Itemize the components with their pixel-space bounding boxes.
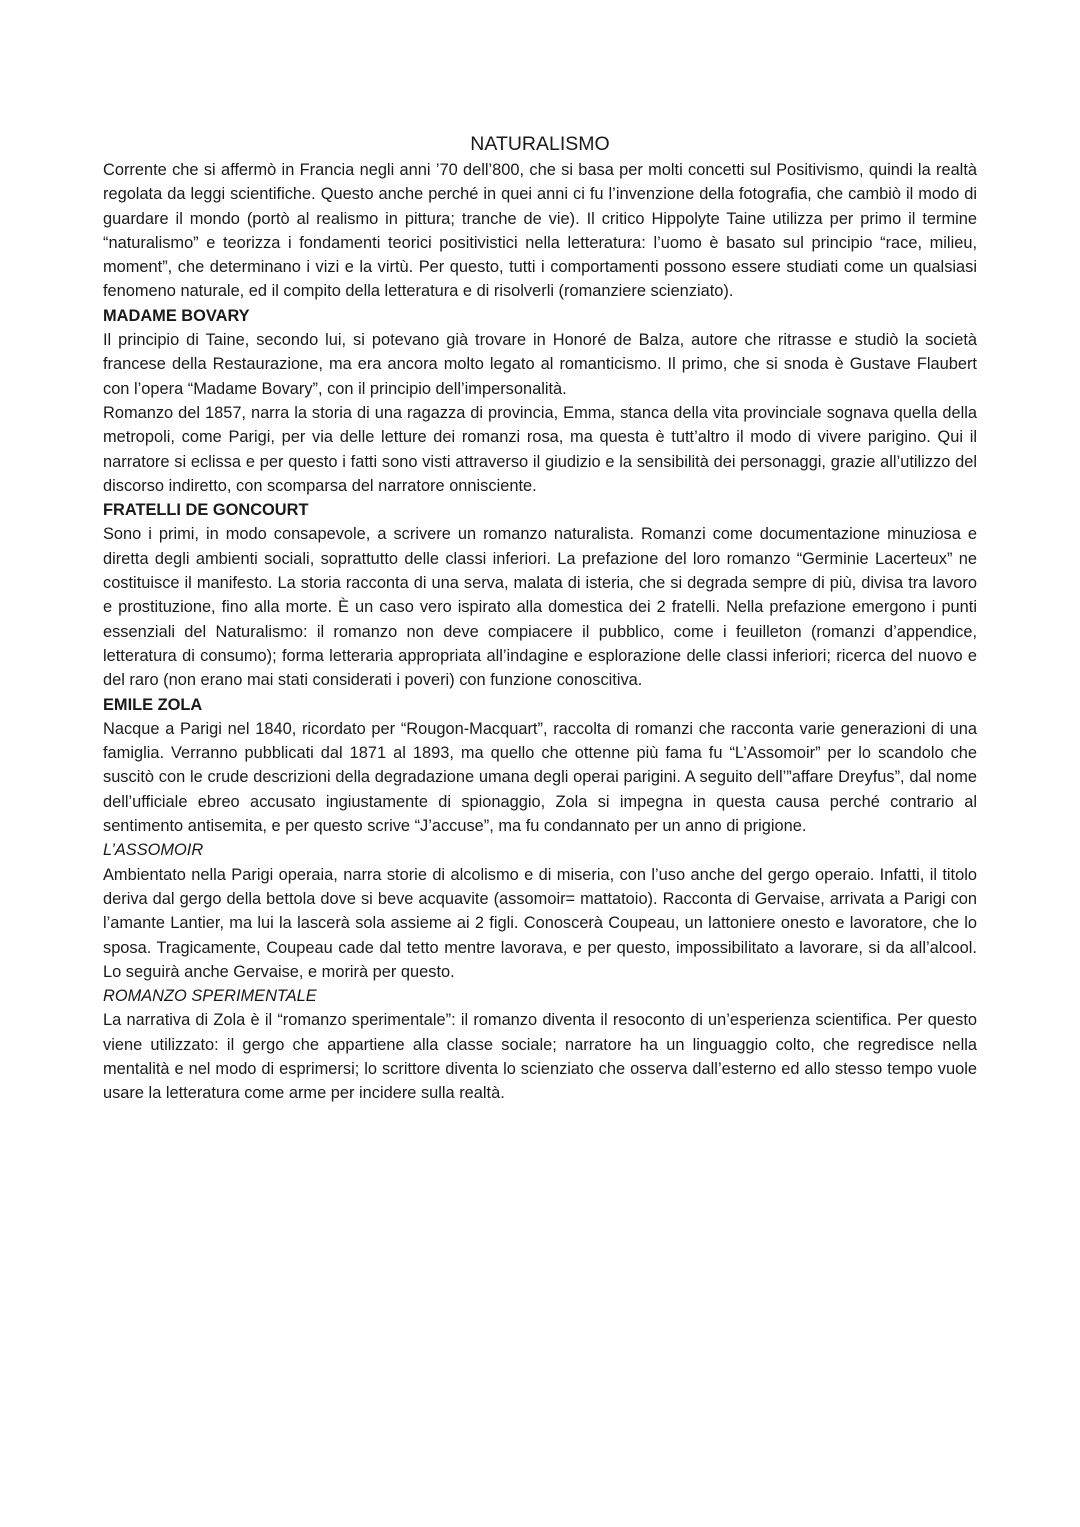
assomoir-paragraph: Ambientato nella Parigi operaia, narra storie di alcolismo e di miseria, con l’uso anche del gergo operaio. Infatti, il titolo deriva dal gergo della bettola dove si beve acquavite (assomoir= mattatoio). Racconta di Gervaise, arrivata a Parigi con l’amante Lantier, ma lui la lascerà sola assieme ai 2 figli. Conoscerà Coupeau, un lattoniere onesto e lavoratore, che lo sposa. Tragicamente, Coupeau cade dal tetto mentre lavorava, e per questo, impossibilitato a lavorare, si da all’alcool. Lo seguirà anche Gervaise, e morirà per questo.: [103, 865, 977, 981]
section-heading-assomoir: L’ASSOMOIR: [103, 841, 204, 860]
intro-paragraph: Corrente che si affermò in Francia negli anni ’70 dell’800, che si basa per molti concetti sul Positivismo, quindi la realtà regolata da leggi scientifiche. Questo anche perché in quei anni ci fu l’invenzione della fotografia, che cambiò il modo di guardare il mondo (portò al realismo in pittura; tranche de vie). Il critico Hippolyte Taine utilizza per primo il termine “naturalismo” e teorizza i fondamenti teorici positivistici nella letteratura: l’uomo è basato sul principio “race, milieu, moment”, che determinano i vizi e la virtù. Per questo, tutti i comportamenti possono essere studiati come un qualsiasi fenomeno naturale, ed il compito della letteratura e di risolverli (romanziere scienziato).: [103, 161, 977, 301]
section-heading-romanzo-sperimentale: ROMANZO SPERIMENTALE: [103, 987, 317, 1006]
romanzo-sperimentale-paragraph: La narrativa di Zola è il “romanzo sperimentale”: il romanzo diventa il resoconto di un’esperienza scientifica. Per questo viene utilizzato: il gergo che appartiene alla classe sociale; narratore ha un linguaggio colto, che regredisce nella mentalità e nel modo di esprimersi; lo scrittore diventa lo scienziato che osserva dall’esterno ed allo stesso tempo vuole usare la letteratura come arme per incidere sulla realtà.: [103, 1011, 977, 1103]
goncourt-paragraph: Sono i primi, in modo consapevole, a scrivere un romanzo naturalista. Romanzi come documentazione minuziosa e diretta degli ambienti sociali, soprattutto delle classi inferiori. La prefazione del loro romanzo “Germinie Lacerteux” ne costituisce il manifesto. La storia racconta di una serva, malata di isteria, che si degrada sempre di più, divisa tra lavoro e prostituzione, fino alla morte. È un caso vero ispirato alla domestica dei 2 fratelli. Nella prefazione emergono i punti essenziali del Naturalismo: il romanzo non deve compiacere il pubblico, come i feuilleton (romanzi d’appendice, letteratura di consumo); forma letteraria appropriata all’indagine e esplorazione delle classi inferiori; ricerca del nuovo e del raro (non erano mai stati considerati i poveri) con funzione conoscitiva.: [103, 525, 977, 690]
zola-paragraph: Nacque a Parigi nel 1840, ricordato per “Rougon-Macquart”, raccolta di romanzi che racconta varie generazioni di una famiglia. Verranno pubblicati dal 1871 al 1893, ma quello che ottenne più fama fu “L’Assomoir” per lo scandolo che suscitò con le crude descrizioni della degradazione umana degli operai parigini. A seguito dell’”affare Dreyfus”, dal nome dell’ufficiale ebreo accusato ingiustamente di spionaggio, Zola si impegna in questa causa perché contrario al sentimento antisemita, e per questo scrive “J’accuse”, ma fu condannato per un anno di prigione.: [103, 719, 977, 836]
document-page: [103, 130, 977, 1106]
section-heading-goncourt: FRATELLI DE GONCOURT: [103, 501, 309, 520]
section-heading-zola: EMILE ZOLA: [103, 695, 203, 714]
madame-bovary-paragraph-1: Il principio di Taine, secondo lui, si potevano già trovare in Honoré de Balza, autore che ritrasse e studiò la società francese della Restaurazione, ma era ancora molto legato al romanticismo. Il primo, che si snoda è Gustave Flaubert con l’opera “Madame Bovary”, con il principio dell’impersonalità.: [103, 331, 977, 398]
madame-bovary-paragraph-2: Romanzo del 1857, narra la storia di una ragazza di provincia, Emma, stanca della vita provinciale sognava quella della metropoli, come Parigi, per via delle letture dei romanzi rosa, ma questa è tutt’altro il modo di vivere parigino. Qui il narratore si eclissa e per questo i fatti sono visti attraverso il giudizio e la sensibilità dei personaggi, grazie all’utilizzo del discorso indiretto, con scomparsa del narratore onnisciente.: [103, 403, 977, 495]
page-title: NATURALISMO: [470, 133, 610, 155]
section-heading-madame-bovary: MADAME BOVARY: [103, 306, 250, 325]
